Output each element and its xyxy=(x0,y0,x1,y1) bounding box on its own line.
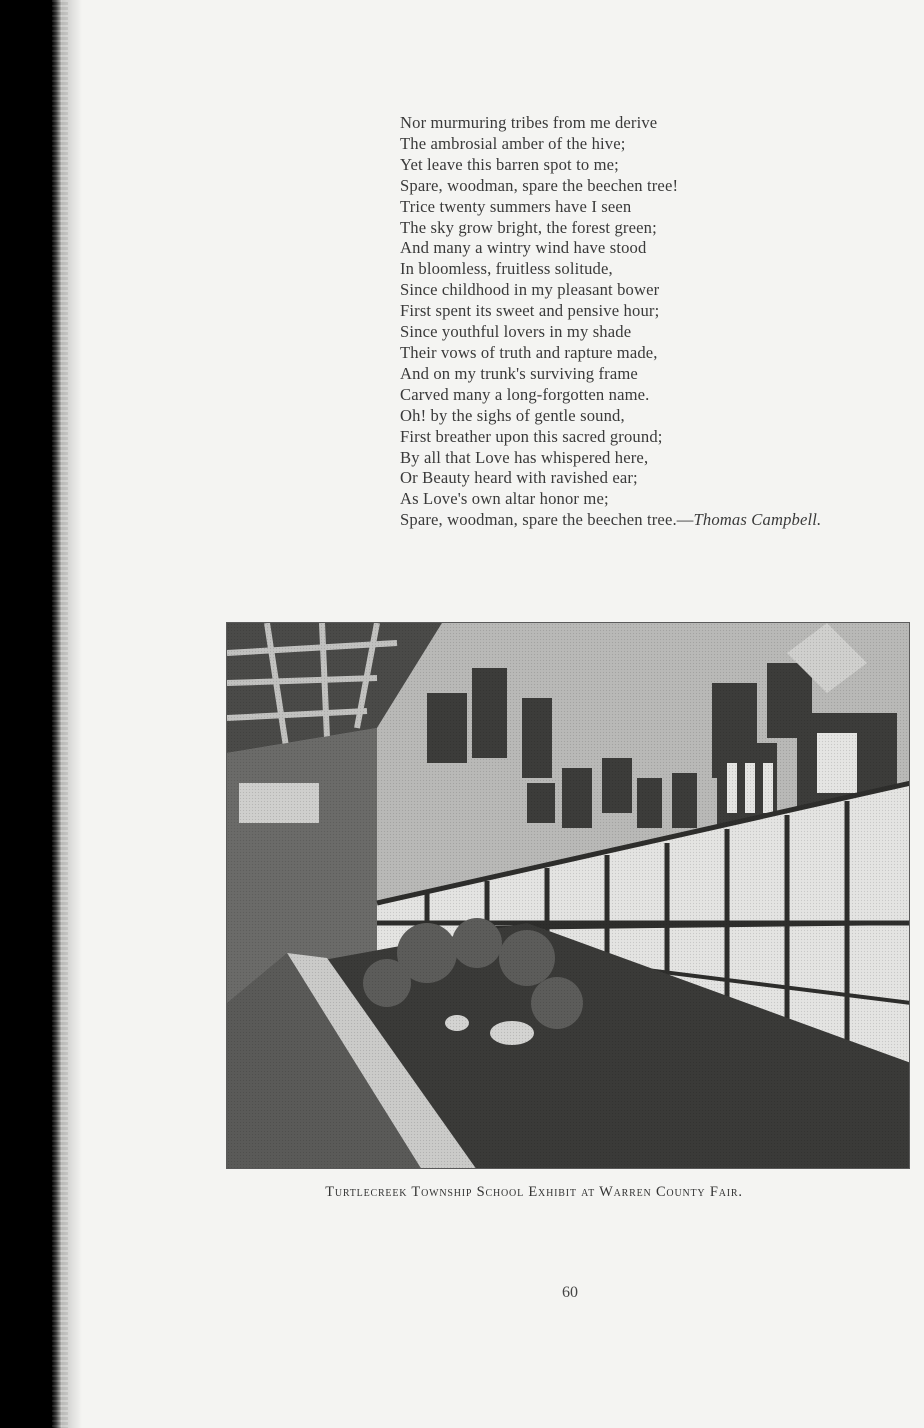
poem-line: Since youthful lovers in my shade xyxy=(400,322,632,342)
poem-line: Their vows of truth and rapture made, xyxy=(400,342,658,362)
poem-line: And many a wintry wind have stood xyxy=(400,238,647,258)
poem-line: And on my trunk's surviving frame xyxy=(400,363,638,383)
poem-line: Or Beauty heard with ravished ear; xyxy=(400,468,638,488)
poem-last-line-text: Spare, woodman, spare the beechen tree.— xyxy=(400,510,694,530)
poem-line: Oh! by the sighs of gentle sound, xyxy=(400,405,625,425)
poem-line: Nor murmuring tribes from me derive xyxy=(400,113,658,132)
poem-last-line xyxy=(400,510,900,531)
exhibit-photo-icon xyxy=(227,623,910,1169)
poem-line: Trice twenty summers have I seen xyxy=(400,196,632,216)
photo-caption: Turtlecreek Township School Exhibit at Warren County Fair. xyxy=(325,1184,743,1200)
poem-line: The sky grow bright, the forest green; xyxy=(400,217,657,237)
poem xyxy=(400,113,900,531)
poem-line: Carved many a long-forgotten name. xyxy=(400,384,650,404)
poem-line: By all that Love has whispered here, xyxy=(400,447,649,467)
scan-binding-edge xyxy=(0,0,62,1428)
poem-line: Yet leave this barren spot to me; xyxy=(400,154,619,174)
poem-line: As Love's own altar honor me; xyxy=(400,489,609,509)
poem-line: Spare, woodman, spare the beechen tree! xyxy=(400,175,679,195)
poem-line: The ambrosial amber of the hive; xyxy=(400,133,626,153)
poem-attribution: Thomas Campbell. xyxy=(693,510,822,530)
page-gutter-shadow xyxy=(62,0,82,1428)
poem-line: First spent its sweet and pensive hour; xyxy=(400,301,660,321)
exhibit-photograph xyxy=(226,622,910,1169)
poem-line: Since childhood in my pleasant bower xyxy=(400,280,660,300)
poem-line: First breather upon this sacred ground; xyxy=(400,426,663,446)
page-number: 60 xyxy=(562,1284,578,1301)
poem-line: In bloomless, fruitless solitude, xyxy=(400,259,613,279)
